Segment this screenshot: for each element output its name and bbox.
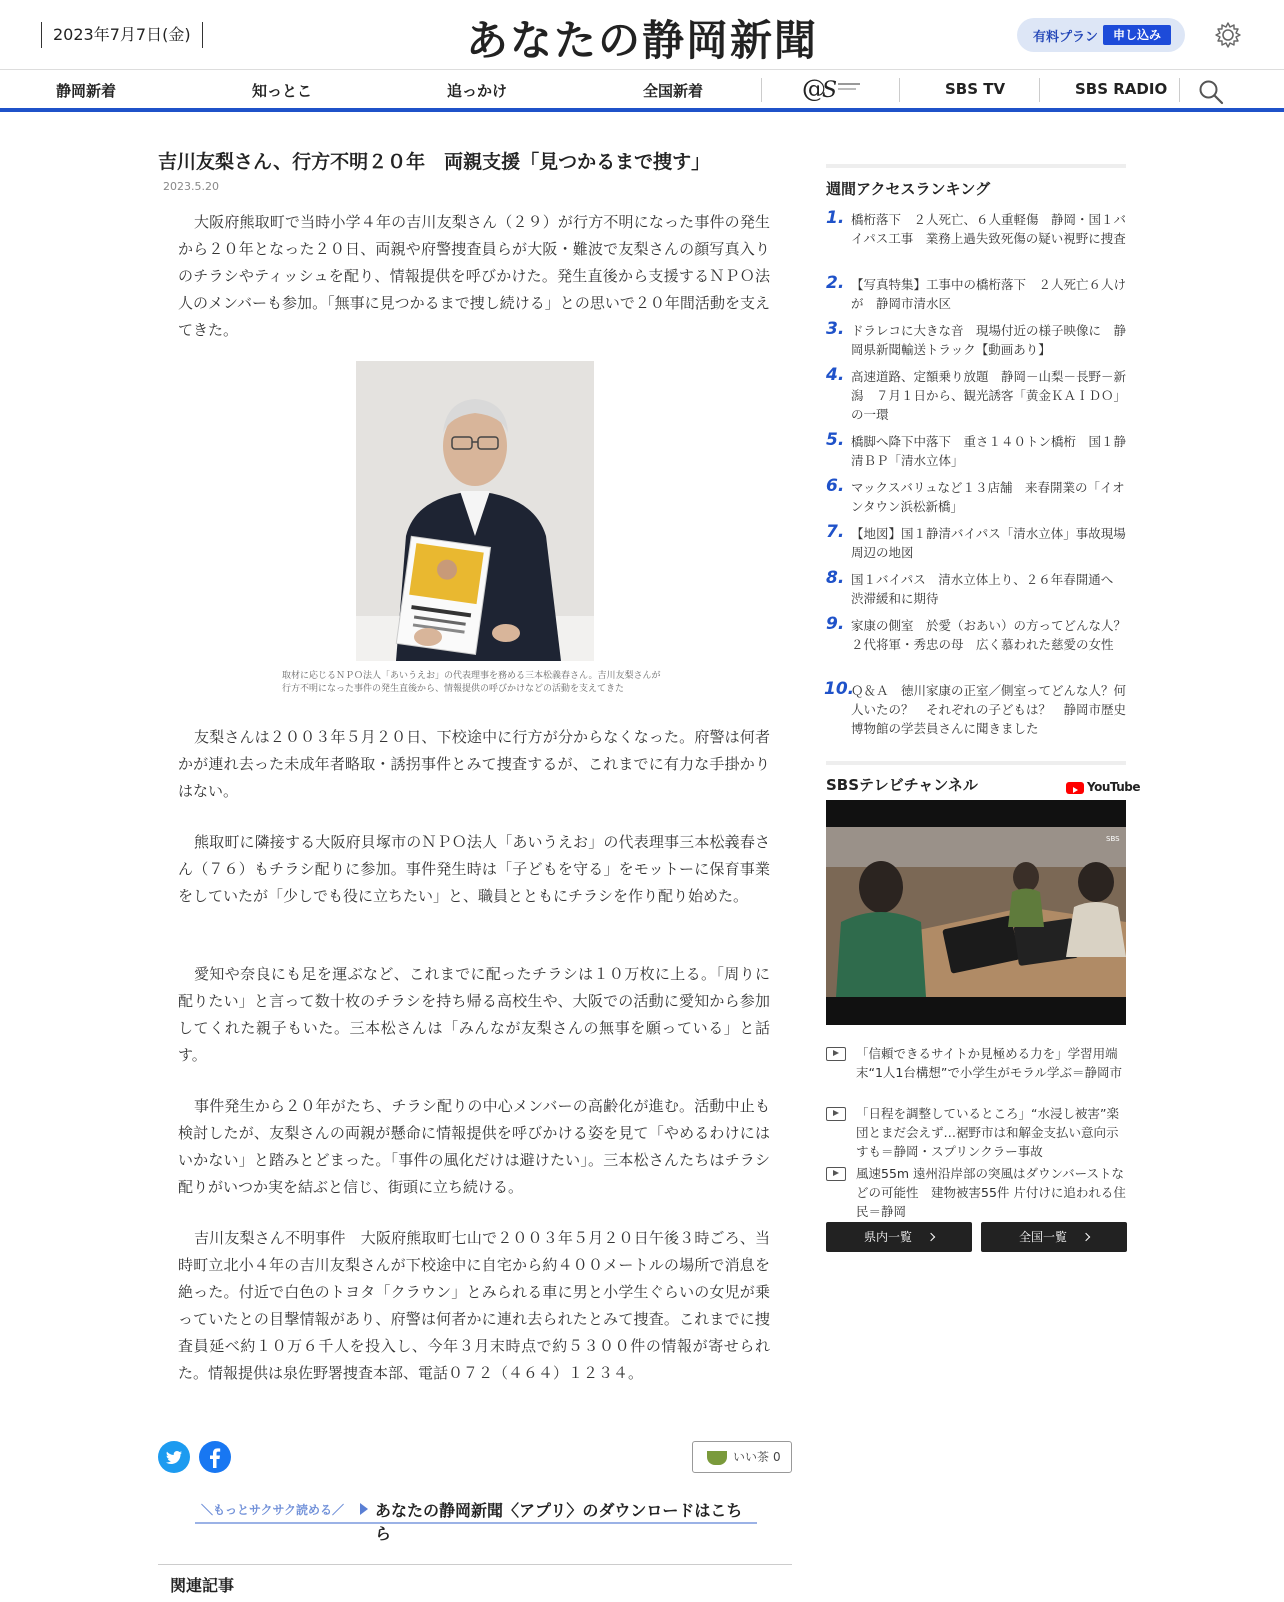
main-nav (0, 70, 1284, 112)
rank-number: 6. (826, 476, 845, 496)
article-paragraph: 愛知や奈良にも足を運ぶなど、これまでに配ったチラシは１０万枚に上る。「周りに配りたい」と言って数十枚のチラシを持ち帰る高校生や、大阪での活動に愛知から参加してくれた親子もいた。三本松さんは「みんなが友梨さんの無事を願っている」と話す。 (178, 965, 770, 1064)
local-list-label: 県内一覧 (863, 1230, 912, 1244)
ranking-section (826, 164, 1126, 199)
rank-number: 8. (826, 568, 845, 588)
video-thumbnail (826, 827, 1126, 997)
rank-text[interactable]: ドラレコに大きな音 現場付近の様子映像に 静岡県新聞輸送トラック【動画あり】 (851, 323, 1127, 357)
chevron-right-icon (1082, 1233, 1090, 1241)
rank-text[interactable]: 橋桁落下 ２人死亡、６人重軽傷 静岡・国１バイパス工事 業務上過失致死傷の疑い視野に捜査 (851, 212, 1127, 246)
rank-text[interactable]: マックスバリュなど１３店舗 来春開業の「イオンタウン浜松新橋」 (851, 480, 1125, 514)
rank-number: 3. (826, 319, 845, 339)
video-icon (826, 1167, 846, 1181)
ranking-title: 週間アクセスランキング (826, 180, 991, 198)
rank-text[interactable]: 【地図】国１静清バイパス「清水立体」事故現場周辺の地図 (851, 526, 1126, 560)
app-banner-pretext: ＼もっとサクサク読める／ (201, 1503, 345, 1517)
rank-text[interactable]: 橋脚へ降下中落下 重さ１４０トン橋桁 国１静清ＢＰ「清水立体」 (851, 434, 1127, 468)
nav-divider (899, 78, 900, 102)
facebook-share-button[interactable] (199, 1441, 231, 1473)
nav-divider (761, 78, 762, 102)
search-icon[interactable] (1198, 79, 1224, 105)
iicha-label: いい茶 (733, 1450, 770, 1464)
paid-plan-banner[interactable] (1017, 18, 1185, 52)
nav-item-okkake[interactable]: 追っかけ (447, 82, 508, 100)
person-holding-flyer-image (356, 361, 594, 661)
video-title[interactable]: 風速55m 遠州沿岸部の突風はダウンバーストなどの可能性 建物被害55件 片付けに追われる住民＝静岡 (856, 1166, 1126, 1219)
video-icon (826, 1047, 846, 1061)
twitter-share-button[interactable] (158, 1441, 190, 1473)
section-divider (826, 761, 1126, 765)
article-title: 吉川友梨さん、行方不明２０年 両親支援「見つかるまで捜す」 (158, 151, 711, 173)
national-list-button[interactable] (981, 1222, 1127, 1252)
article-paragraph: 吉川友梨さん不明事件 大阪府熊取町七山で２００３年５月２０日午後３時ごろ、当時町立北小４年の吉川友梨さんが下校途中に自宅から約４００メートルの場所で消息を絶った。付近で白色のトヨタ「クラウン」とみられる車に男と小学生ぐらいの女児が乗っていたとの目撃情報があり、府警は何者かに連れ去られたとみて捜査。これまでに捜査員延べ約１０万６千人を投入し、今年３月末時点で約５３００件の情報が寄せられた。情報提供は泉佐野署捜査本部、電話０７２（４６４）１２３４。 (178, 1229, 770, 1382)
chevron-right-icon (927, 1233, 935, 1241)
svg-text:S: S (822, 78, 838, 103)
site-logo[interactable]: あなたの静岡新聞 (465, 16, 818, 65)
article-paragraph: 友梨さんは２００３年５月２０日、下校途中に行方が分からなくなった。府警は何者かが連れ去った未成年者略取・誘拐事件とみて捜査するが、これまでに有力な手掛かりはない。 (178, 728, 770, 800)
iicha-like-button[interactable] (692, 1441, 792, 1473)
svg-text:SBS: SBS (1106, 835, 1120, 843)
iicha-count: 0 (773, 1450, 781, 1464)
site-header (0, 0, 1284, 70)
rank-number: 1. (826, 208, 845, 228)
video-title[interactable]: 「日程を調整しているところ」“水浸し被害”楽団とまだ会えず…裾野市は和解金支払い意向示すも＝静岡・スプリンクラー事故 (856, 1106, 1119, 1159)
photo-caption: 取材に応じるＮＰＯ法人「あいうえお」の代表理事を務める三本松義春さん。吉川友梨さんが行方不明になった事件の発生直後から、情報提供の呼びかけなどの活動を支えてきた (282, 671, 661, 694)
rank-number: 4. (826, 365, 845, 385)
related-articles-section (158, 1564, 792, 1596)
twitter-icon (158, 1441, 190, 1473)
video-icon (826, 1107, 846, 1121)
tea-cup-icon (707, 1451, 727, 1465)
article-date: 2023.5.20 (163, 180, 219, 193)
nav-item-sbs-radio[interactable]: SBS RADIO (1075, 80, 1168, 98)
rank-number: 5. (826, 430, 845, 450)
app-banner-link[interactable]: あなたの静岡新聞〈アプリ〉のダウンロードはこちら (375, 1501, 743, 1543)
plan-signup-button[interactable]: 申し込み (1103, 25, 1171, 45)
rank-text[interactable]: 【写真特集】工事中の橋桁落下 ２人死亡６人けが 静岡市清水区 (851, 277, 1127, 311)
article-paragraph: 熊取町に隣接する大阪府貝塚市のＮＰＯ法人「あいうえお」の代表理事三本松義春さん（７６）もチラシ配りに参加。事件発生時は「子どもを守る」をモットーに保育事業をしていたが「少しでも役に立ちたい」と、職員とともにチラシを作り配り始めた。 (178, 833, 770, 905)
rank-text[interactable]: 高速道路、定額乗り放題 静岡－山梨－長野－新潟 ７月１日から、観光誘客「黄金ＫＡＩＤＯ」の一環 (851, 369, 1127, 422)
national-list-label: 全国一覧 (1018, 1230, 1067, 1244)
rank-number: 2. (826, 273, 845, 293)
at-s-logo-icon[interactable] (802, 74, 862, 104)
nav-item-shizuoka-new[interactable]: 静岡新着 (56, 82, 117, 100)
article-photo[interactable] (356, 361, 594, 661)
video-player[interactable] (826, 800, 1126, 1025)
rank-number: 10. (824, 679, 855, 699)
header-date: 2023年7月7日(金) (41, 22, 203, 48)
app-download-banner[interactable] (195, 1494, 757, 1543)
rank-text[interactable]: 家康の側室 於愛（おあい）の方ってどんな人？ ２代将軍・秀忠の母 広く慕われた慈愛の女性 (851, 618, 1139, 652)
youtube-label: YouTube (1087, 780, 1141, 794)
svg-text:@: @ (802, 75, 826, 103)
tv-title: SBSテレビチャンネル (826, 776, 978, 794)
triangle-right-icon (360, 1503, 368, 1515)
youtube-icon (1066, 782, 1084, 794)
local-list-button[interactable] (826, 1222, 972, 1252)
nav-divider (1179, 78, 1180, 102)
nav-item-national-new[interactable]: 全国新着 (643, 82, 704, 100)
gear-icon[interactable] (1213, 20, 1243, 50)
rank-text[interactable]: Ｑ＆Ａ 徳川家康の正室／側室ってどんな人？何人いたの？ それぞれの子どもは？ 静岡市歴史博物館の学芸員さんに聞きました (851, 683, 1127, 736)
related-articles-title: 関連記事 (170, 1576, 235, 1595)
video-title[interactable]: 「信頼できるサイトか見極める力を」学習用端末“1人1台構想”で小学生がモラル学ぶ＝静岡市 (856, 1046, 1122, 1080)
nav-item-sbs-tv[interactable]: SBS TV (945, 80, 1006, 98)
plan-label: 有料プラン (1033, 30, 1099, 45)
article-paragraph: 事件発生から２０年がたち、チラシ配りの中心メンバーの高齢化が進む。活動中止も検討したが、友梨さんの両親が懸命に情報提供を呼びかける姿を見て「やめるわけにはいかない」と踏みとどまった。「事件の風化だけは避けたい」。三本松さんたちはチラシ配りがいつか実を結ぶと信じ、街頭に立ち続ける。 (178, 1097, 770, 1196)
rank-text[interactable]: 国１バイパス 清水立体上り、２６年春開通へ 渋滞緩和に期待 (851, 572, 1126, 606)
nav-item-shittoko[interactable]: 知っとこ (252, 82, 313, 100)
facebook-icon (199, 1441, 231, 1473)
rank-number: 7. (826, 522, 845, 542)
rank-number: 9. (826, 614, 845, 634)
section-divider (826, 164, 1126, 168)
nav-divider (1039, 78, 1040, 102)
article-paragraph: 大阪府熊取町で当時小学４年の吉川友梨さん（２９）が行方不明になった事件の発生から２０年となった２０日、両親や府警捜査員らが大阪・難波で友梨さんの顔写真入りのチラシやティッシュを配り、情報提供を呼びかけた。発生直後から支援するＮＰＯ法人のメンバーも参加。「無事に見つかるまで捜し続ける」との思いで２０年間活動を支えてきた。 (178, 213, 770, 339)
